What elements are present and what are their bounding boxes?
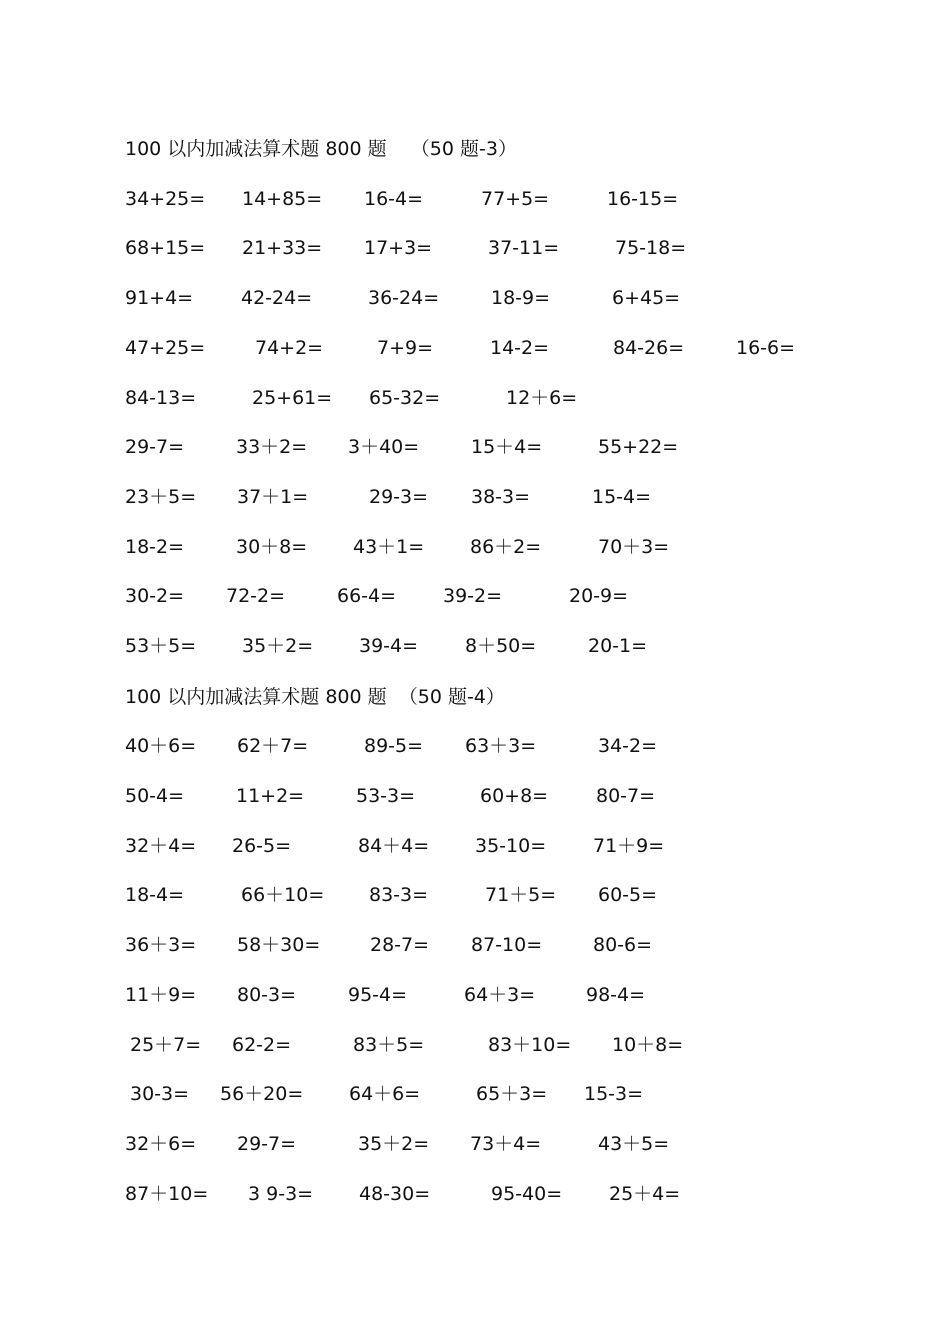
arithmetic-problem: 56＋20= [220,1083,304,1105]
arithmetic-problem: 11+2= [236,785,305,807]
problem-row [0,930,950,960]
section-title: 100 以内加减法算术题 800 题 （50 题-4） [125,686,505,708]
arithmetic-problem: 84-13= [125,387,197,409]
problem-row [0,880,950,910]
arithmetic-problem: 25＋7= [130,1034,202,1056]
arithmetic-problem: 43＋1= [353,536,425,558]
arithmetic-problem: 20-1= [588,635,648,657]
arithmetic-problem: 75-18= [615,237,687,259]
arithmetic-problem: 39-2= [443,585,503,607]
arithmetic-problem: 60-5= [598,884,658,906]
arithmetic-problem: 80-7= [596,785,656,807]
arithmetic-problem: 64＋3= [464,984,536,1006]
arithmetic-problem: 42-24= [241,287,313,309]
arithmetic-problem: 10＋8= [612,1034,684,1056]
arithmetic-problem: 18-2= [125,536,185,558]
arithmetic-problem: 15-4= [592,486,652,508]
arithmetic-problem: 33＋2= [236,436,308,458]
problem-row [0,1129,950,1159]
arithmetic-problem: 32＋6= [125,1133,197,1155]
problem-row [0,184,950,214]
arithmetic-problem: 14-2= [490,337,550,359]
arithmetic-problem: 66-4= [337,585,397,607]
arithmetic-problem: 37＋1= [237,486,309,508]
problem-row [0,980,950,1010]
arithmetic-problem: 87-10= [471,934,543,956]
arithmetic-problem: 6+45= [612,287,681,309]
problem-row [0,1030,950,1060]
arithmetic-problem: 80-3= [237,984,297,1006]
arithmetic-problem: 8＋50= [465,635,537,657]
arithmetic-problem: 15-3= [584,1083,644,1105]
arithmetic-problem: 23＋5= [125,486,197,508]
arithmetic-problem: 37-11= [488,237,560,259]
problem-row [0,1179,950,1209]
arithmetic-problem: 84＋4= [358,835,430,857]
arithmetic-problem: 38-3= [471,486,531,508]
arithmetic-problem: 3 9-3= [248,1183,314,1205]
problem-row [0,383,950,413]
problem-row [0,532,950,562]
arithmetic-problem: 83-3= [369,884,429,906]
arithmetic-problem: 62＋7= [237,735,309,757]
arithmetic-problem: 36-24= [368,287,440,309]
arithmetic-problem: 70＋3= [598,536,670,558]
section-title-line [0,682,950,712]
problem-row [0,831,950,861]
arithmetic-problem: 58＋30= [237,934,321,956]
arithmetic-problem: 83＋10= [488,1034,572,1056]
arithmetic-problem: 86＋2= [470,536,542,558]
arithmetic-problem: 40＋6= [125,735,197,757]
arithmetic-problem: 16-15= [607,188,679,210]
arithmetic-problem: 72-2= [226,585,286,607]
arithmetic-problem: 53＋5= [125,635,197,657]
arithmetic-problem: 34+25= [125,188,206,210]
problem-row [0,233,950,263]
problem-row [0,432,950,462]
arithmetic-problem: 15＋4= [471,436,543,458]
arithmetic-problem: 39-4= [359,635,419,657]
arithmetic-problem: 30＋8= [236,536,308,558]
problem-row [0,333,950,363]
arithmetic-problem: 25+61= [252,387,333,409]
arithmetic-problem: 71＋9= [593,835,665,857]
arithmetic-problem: 73＋4= [470,1133,542,1155]
arithmetic-problem: 62-2= [232,1034,292,1056]
arithmetic-problem: 28-7= [370,934,430,956]
arithmetic-problem: 68+15= [125,237,206,259]
arithmetic-problem: 35＋2= [358,1133,430,1155]
problem-row [0,482,950,512]
arithmetic-problem: 84-26= [613,337,685,359]
arithmetic-problem: 18-9= [491,287,551,309]
arithmetic-problem: 30-2= [125,585,185,607]
arithmetic-problem: 12＋6= [506,387,578,409]
arithmetic-problem: 53-3= [356,785,416,807]
section-title: 100 以内加减法算术题 800 题 （50 题-3） [125,138,517,160]
arithmetic-problem: 43＋5= [598,1133,670,1155]
arithmetic-problem: 74+2= [255,337,324,359]
arithmetic-problem: 25＋4= [609,1183,681,1205]
arithmetic-problem: 36＋3= [125,934,197,956]
arithmetic-problem: 55+22= [598,436,679,458]
arithmetic-problem: 3＋40= [348,436,420,458]
section-title-line [0,134,950,164]
arithmetic-problem: 65-32= [369,387,441,409]
arithmetic-problem: 14+85= [242,188,323,210]
arithmetic-problem: 30-3= [130,1083,190,1105]
arithmetic-problem: 20-9= [569,585,629,607]
arithmetic-problem: 32＋4= [125,835,197,857]
problem-row [0,781,950,811]
problem-row [0,283,950,313]
arithmetic-problem: 35-10= [475,835,547,857]
arithmetic-problem: 48-30= [359,1183,431,1205]
arithmetic-problem: 47+25= [125,337,206,359]
arithmetic-problem: 91+4= [125,287,194,309]
problem-row [0,581,950,611]
arithmetic-problem: 65＋3= [476,1083,548,1105]
arithmetic-problem: 77+5= [481,188,550,210]
arithmetic-problem: 11＋9= [125,984,197,1006]
arithmetic-problem: 35＋2= [242,635,314,657]
arithmetic-problem: 17+3= [364,237,433,259]
arithmetic-problem: 18-4= [125,884,185,906]
arithmetic-problem: 16-6= [736,337,796,359]
arithmetic-problem: 89-5= [364,735,424,757]
arithmetic-problem: 64＋6= [349,1083,421,1105]
arithmetic-problem: 26-5= [232,835,292,857]
arithmetic-problem: 29-3= [369,486,429,508]
arithmetic-problem: 60+8= [480,785,549,807]
arithmetic-problem: 63＋3= [465,735,537,757]
problem-row [0,731,950,761]
arithmetic-problem: 16-4= [364,188,424,210]
arithmetic-problem: 80-6= [593,934,653,956]
arithmetic-problem: 71＋5= [485,884,557,906]
arithmetic-problem: 21+33= [242,237,323,259]
arithmetic-problem: 34-2= [598,735,658,757]
arithmetic-problem: 66＋10= [241,884,325,906]
arithmetic-problem: 29-7= [237,1133,297,1155]
arithmetic-problem: 83＋5= [353,1034,425,1056]
arithmetic-problem: 7+9= [377,337,434,359]
arithmetic-problem: 87＋10= [125,1183,209,1205]
arithmetic-problem: 95-40= [491,1183,563,1205]
arithmetic-problem: 95-4= [348,984,408,1006]
arithmetic-problem: 50-4= [125,785,185,807]
problem-row [0,631,950,661]
problem-row [0,1079,950,1109]
arithmetic-problem: 29-7= [125,436,185,458]
arithmetic-problem: 98-4= [586,984,646,1006]
